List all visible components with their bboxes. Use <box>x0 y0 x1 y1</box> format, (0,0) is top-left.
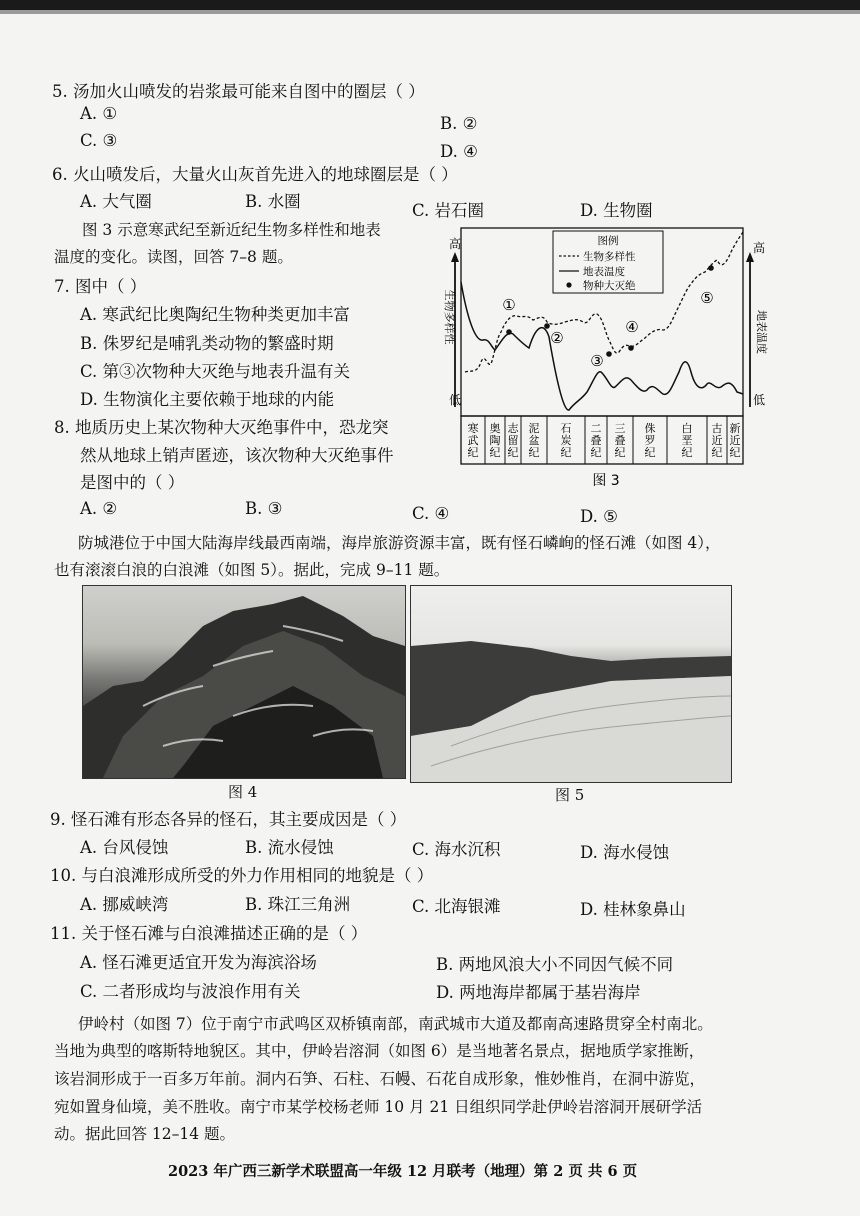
q8-stem-line3: 是图中的（ ） <box>80 473 185 492</box>
period-label: 侏罗纪 <box>644 422 656 459</box>
q5-option-a: A. ① <box>80 104 118 123</box>
period-label: 新近纪 <box>729 422 741 459</box>
page-footer: 2023 年广西三新学术联盟高一年级 12 月联考（地理）第 2 页 共 6 页 <box>168 1163 638 1180</box>
extinction-point-2 <box>544 323 550 329</box>
period-label: 寒武纪 <box>467 422 479 459</box>
figure3-chart <box>425 222 768 492</box>
q6-option-a: A. 大气圈 <box>80 192 152 211</box>
extinction-label-3: ③ <box>590 352 604 370</box>
q8-option-a: A. ② <box>80 499 118 518</box>
intro-9-11-line1: 防城港位于中国大陆海岸线最西南端，海岸旅游资源丰富，既有怪石嶙峋的怪石滩（如图 4）， <box>78 534 721 552</box>
q11-option-b: B. 两地风浪大小不同因气候不同 <box>436 955 674 974</box>
legend-title: 图例 <box>597 235 619 247</box>
q9-option-a: A. 台风侵蚀 <box>80 838 169 857</box>
q6-option-d: D. 生物圈 <box>580 201 653 220</box>
figure3-caption: 图 3 <box>592 473 620 489</box>
q6-option-b: B. 水圈 <box>245 192 301 211</box>
right-axis-high: 高 <box>752 241 766 255</box>
q8-option-b: B. ③ <box>245 499 283 518</box>
q11-option-d: D. 两地海岸都属于基岩海岸 <box>436 983 641 1002</box>
left-axis-arrowhead <box>451 252 459 262</box>
q5-stem: 5. 汤加火山喷发的岩浆最可能来自图中的圈层（ ） <box>52 82 425 101</box>
q7-option-a: A. 寒武纪比奥陶纪生物种类更加丰富 <box>80 305 350 324</box>
period-label: 三叠纪 <box>614 422 626 459</box>
period-label: 泥盆纪 <box>528 422 540 459</box>
q9-option-d: D. 海水侵蚀 <box>580 843 670 862</box>
figure4-caption: 图 4 <box>228 783 258 801</box>
left-axis-high: 高 <box>448 237 462 251</box>
left-axis-low: 低 <box>448 393 462 407</box>
q5-option-b: B. ② <box>440 114 478 133</box>
scan-top-edge <box>0 0 860 10</box>
q10-option-b: B. 珠江三角洲 <box>245 895 351 914</box>
q6-option-c: C. 岩石圈 <box>412 201 485 220</box>
extinction-point-4 <box>628 345 634 351</box>
figure4-photo <box>82 585 406 779</box>
extinction-label-1: ① <box>502 296 516 314</box>
q9-option-c: C. 海水沉积 <box>412 840 501 859</box>
q10-option-d: D. 桂林象鼻山 <box>580 900 686 919</box>
period-label: 白垩纪 <box>681 422 693 459</box>
q10-stem: 10. 与白浪滩形成所受的外力作用相同的地貌是（ ） <box>50 866 434 885</box>
extinction-point-3 <box>606 351 612 357</box>
q11-option-a: A. 怪石滩更适宜开发为海滨浴场 <box>80 953 317 972</box>
period-label: 二叠纪 <box>590 422 602 459</box>
q8-option-d: D. ⑤ <box>580 507 618 526</box>
right-axis-label: 地表温度 <box>755 310 768 354</box>
q11-option-c: C. 二者形成均与波浪作用有关 <box>80 982 301 1001</box>
figure5-caption: 图 5 <box>555 786 585 804</box>
extinction-label-5: ⑤ <box>700 289 714 307</box>
q8-stem-line1: 8. 地质历史上某次物种大灭绝事件中，恐龙突 <box>54 418 389 437</box>
q6-stem: 6. 火山喷发后，大量火山灰首先进入的地球圈层是（ ） <box>52 165 458 184</box>
period-label: 奥陶纪 <box>489 422 501 459</box>
q10-option-c: C. 北海银滩 <box>412 897 501 916</box>
extinction-point-1 <box>506 329 512 335</box>
extinction-label-4: ④ <box>625 318 639 336</box>
q7-option-c: C. 第③次物种大灭绝与地表升温有关 <box>80 362 351 381</box>
q7-stem: 7. 图中（ ） <box>54 277 147 296</box>
figure5-photo <box>410 585 732 783</box>
q9-option-b: B. 流水侵蚀 <box>245 838 334 857</box>
scan-top-shadow <box>0 10 860 14</box>
period-label: 古近纪 <box>711 422 723 459</box>
left-axis-label: 生物多样性 <box>443 289 456 345</box>
legend-extinction-swatch <box>566 282 571 287</box>
intro-12-14-line2: 当地为典型的喀斯特地貌区。其中，伊岭岩溶洞（如图 6）是当地著名景点，据地质学家推断， <box>54 1042 705 1060</box>
figure3-period-strip <box>461 416 743 464</box>
q7-option-d: D. 生物演化主要依赖于地球的内能 <box>80 390 335 409</box>
period-labels <box>468 421 741 459</box>
q10-option-a: A. 挪威峡湾 <box>80 895 169 914</box>
intro-12-14-line4: 宛如置身仙境，美不胜收。南宁市某学校杨老师 10 月 21 日组织同学赴伊岭岩溶洞开展研学活 <box>54 1098 703 1116</box>
q11-stem: 11. 关于怪石滩与白浪滩描述正确的是（ ） <box>50 924 368 943</box>
legend-biodiversity: 生物多样性 <box>583 251 636 263</box>
intro-12-14-line3: 该岩洞形成于一百多万年前。洞内石笋、石柱、石幔、石花自成形象，惟妙惟肖，在洞中游览， <box>54 1070 706 1088</box>
period-label: 石炭纪 <box>560 422 572 459</box>
q5-option-d: D. ④ <box>440 142 478 161</box>
q5-option-c: C. ③ <box>80 131 118 150</box>
q9-stem: 9. 怪石滩有形态各异的怪石，其主要成因是（ ） <box>50 810 407 829</box>
extinction-label-2: ② <box>550 329 564 347</box>
legend-extinction: 物种大灭绝 <box>583 280 636 292</box>
intro-7-8-line2: 温度的变化。读图，回答 7–8 题。 <box>54 248 293 266</box>
right-axis-low: 低 <box>752 393 766 407</box>
period-label: 志留纪 <box>507 422 519 459</box>
intro-7-8-line1: 图 3 示意寒武纪至新近纪生物多样性和地表 <box>82 221 381 239</box>
q8-stem-line2: 然从地球上销声匿迹，该次物种大灭绝事件 <box>80 446 394 465</box>
intro-9-11-line2: 也有滚滚白浪的白浪滩（如图 5）。据此，完成 9–11 题。 <box>54 561 450 579</box>
q7-option-b: B. 侏罗纪是哺乳类动物的繁盛时期 <box>80 334 334 353</box>
intro-12-14-line5: 动。据此回答 12–14 题。 <box>54 1125 236 1143</box>
legend-temperature: 地表温度 <box>583 266 625 278</box>
figure4-rocks <box>83 586 405 778</box>
figure5-shore <box>411 586 731 782</box>
extinction-point-5 <box>708 265 714 271</box>
intro-12-14-line1: 伊岭村（如图 7）位于南宁市武鸣区双桥镇南部，南武城市大道及都南高速路贯穿全村南北。 <box>78 1015 713 1033</box>
q8-option-c: C. ④ <box>412 504 450 523</box>
